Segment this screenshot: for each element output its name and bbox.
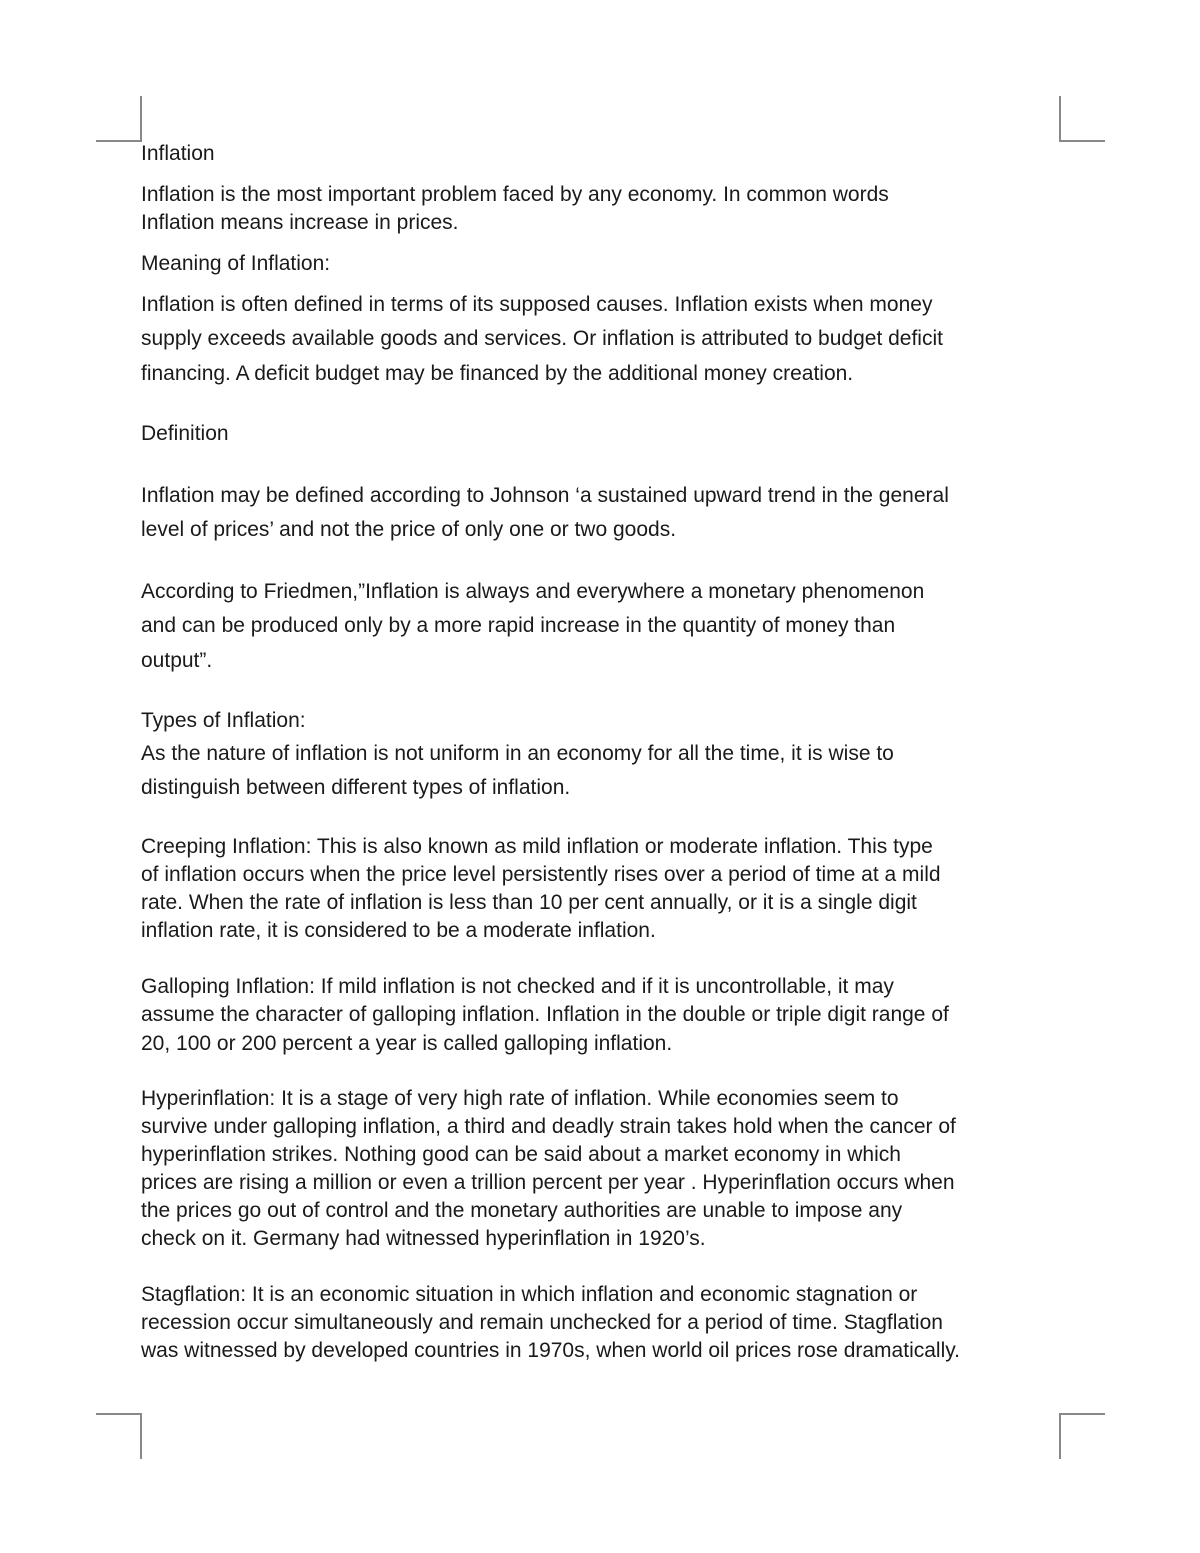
friedman-line: and can be produced only by a more rapid increase in the quantity of money than xyxy=(141,614,896,637)
hyperinflation-line: survive under galloping inflation, a third and deadly strain takes hold when the cancer of xyxy=(141,1115,956,1138)
meaning-line: supply exceeds available goods and services. Or inflation is attributed to budget deficit xyxy=(141,327,943,350)
galloping-line: 20, 100 or 200 percent a year is called galloping inflation. xyxy=(141,1032,673,1055)
intro-line: Inflation is the most important problem faced by any economy. In common words xyxy=(141,183,889,206)
stagflation-line: Stagflation: It is an economic situation in which inflation and economic stagnation or xyxy=(141,1283,918,1306)
johnson-line: Inflation may be defined according to Johnson ‘a sustained upward trend in the general xyxy=(141,484,949,507)
hyperinflation-line: prices are rising a million or even a trillion percent per year . Hyperinflation occurs when xyxy=(141,1171,955,1194)
meaning-line: Inflation is often defined in terms of its supposed causes. Inflation exists when money xyxy=(141,293,933,316)
galloping-line: assume the character of galloping inflation. Inflation in the double or triple digit range of xyxy=(141,1003,949,1026)
meaning-heading: Meaning of Inflation: xyxy=(141,252,331,275)
types-intro-line: As the nature of inflation is not uniform in an economy for all the time, it is wise to xyxy=(141,742,894,765)
friedman-line: According to Friedmen,”Inflation is always and everywhere a monetary phenomenon xyxy=(141,580,925,603)
crop-mark-bottom-left xyxy=(96,1413,142,1459)
creeping-line: Creeping Inflation: This is also known as mild inflation or moderate inflation. This type xyxy=(141,835,933,858)
galloping-line: Galloping Inflation: If mild inflation is not checked and if it is uncontrollable, it may xyxy=(141,975,894,998)
hyperinflation-line: check on it. Germany had witnessed hyperinflation in 1920’s. xyxy=(141,1227,706,1250)
hyperinflation-line: Hyperinflation: It is a stage of very high rate of inflation. While economies seem to xyxy=(141,1087,899,1110)
types-intro-line: distinguish between different types of inflation. xyxy=(141,776,571,799)
creeping-line: rate. When the rate of inflation is less than 10 per cent annually, or it is a single digit xyxy=(141,891,917,914)
document-title: Inflation xyxy=(141,142,215,165)
crop-mark-top-right xyxy=(1059,96,1105,142)
friedman-line: output”. xyxy=(141,649,213,672)
stagflation-line: recession occur simultaneously and remain unchecked for a period of time. Stagflation xyxy=(141,1311,943,1334)
crop-mark-bottom-right xyxy=(1059,1413,1105,1459)
johnson-line: level of prices’ and not the price of only one or two goods. xyxy=(141,518,677,541)
hyperinflation-line: the prices go out of control and the monetary authorities are unable to impose any xyxy=(141,1199,903,1222)
definition-heading: Definition xyxy=(141,422,229,445)
hyperinflation-line: hyperinflation strikes. Nothing good can be said about a market economy in which xyxy=(141,1143,901,1166)
creeping-line: of inflation occurs when the price level persistently rises over a period of time at a mild xyxy=(141,863,941,886)
types-heading: Types of Inflation: xyxy=(141,709,306,732)
crop-mark-top-left xyxy=(96,96,142,142)
creeping-line: inflation rate, it is considered to be a moderate inflation. xyxy=(141,919,656,942)
intro-line: Inflation means increase in prices. xyxy=(141,211,459,234)
stagflation-line: was witnessed by developed countries in 1970s, when world oil prices rose dramatically. xyxy=(141,1339,961,1362)
meaning-line: financing. A deficit budget may be financed by the additional money creation. xyxy=(141,362,854,385)
